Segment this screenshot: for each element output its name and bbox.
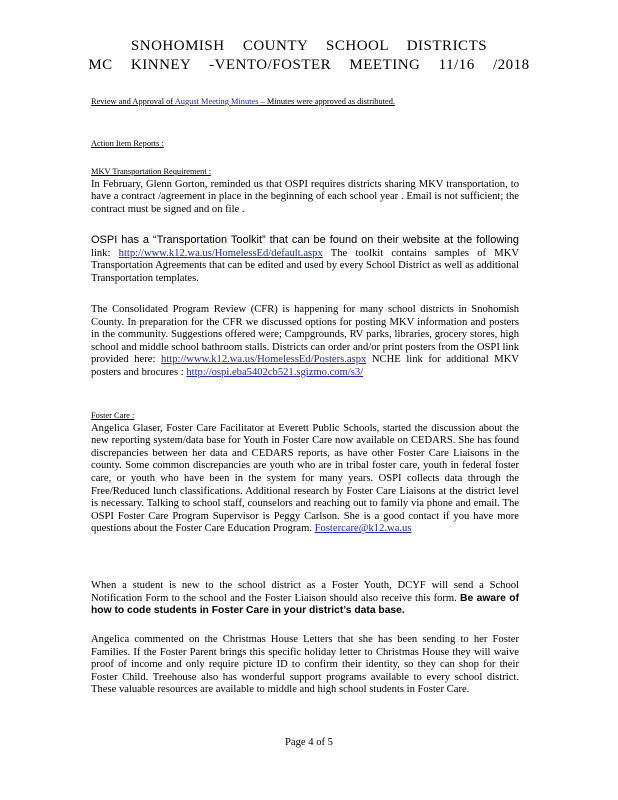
august-minutes-link[interactable]: August Meeting Minutes <box>174 97 259 106</box>
foster-section <box>91 410 519 536</box>
notification-text: When a student is new to the school district as a Foster Youth, DCYF will send a School Notification Form to the school and the Foster Liaison should also receive this form. <box>91 580 519 604</box>
fostercare-email-link[interactable]: Fostercare@k12.wa.us <box>314 523 412 535</box>
toolkit-rest: The toolkit contains samples of MKV Transportation Agreements that can be edited and used by every School District as well as additional Transportation templates. <box>91 247 520 284</box>
toolkit-link-label: link: <box>91 247 119 259</box>
mkv-text: In February, Glenn Gorton, reminded us that OSPI requires districts sharing MKV transportation, to have a contract /agreement in place in the beginning of each school year . Email is not sufficient; the contract must be signed and on file . <box>91 178 519 215</box>
review-approval <box>91 96 519 107</box>
posters-link[interactable]: http://www.k12.wa.us/HomelessEd/Posters.aspx <box>161 354 367 366</box>
notification-bold: Be aware of how to code students in Foster Care in your district’s data base. <box>91 592 519 617</box>
notification-section <box>91 580 519 618</box>
mkv-heading: MKV Transportation Requirement : <box>91 167 212 176</box>
foster-text: Angelica Glaser, Foster Care Facilitator at Everett Public Schools, started the discussion about the new reporting system/data base for Youth in Foster Care now available on CEDARS. She has found discrepancies between her data and CEDARS reports, as have other Foster Care Liaisons in the county. Some common discrepancies are youth who are in tribal foster care, youth in federal foster care, or youth who have been in the system for many years. OSPI collects data through the Free/Reduced lunch classifications. Additional research by Foster Care Liaisons at the district level is necessary. Talking to school staff, counselors and reaching out to family via phone and email. The OSPI Foster Care Program Supervisor is Peggy Carlson. She is a good contact if you have more questions about the Foster Care Education Program. <box>91 422 519 535</box>
sgizmo-link[interactable]: http://ospi.eba5402cb521.sgizmo.com/s3/ <box>186 366 364 378</box>
header-title-line2: MC KINNEY -VENTO/FOSTER MEETING 11/16 /2018 <box>88 57 530 73</box>
cfr-text: The Consolidated Program Review (CFR) is happening for many school districts in Snohomish County. In preparation for the CFR we discussed options for posting MKV information and posters in the community. Suggestions offered were; Campgrounds, RV parks, libraries, grocery stores, high school and middle school bathroom stalls. Districts can order and/or print posters from the OSPI link provided here: <box>91 304 519 366</box>
cfr-mid: NCHE link for additional MKV posters and brocures : <box>91 354 519 378</box>
review-prefix: Review and Approval of <box>91 97 175 106</box>
christmas-section: Angelica commented on the Christmas House Letters that she has been sending to her Foster Families. If the Foster Parent brings this specific holiday letter to Christmas House they will waive proof of income and only require picture ID to confirm their identity, so they can shop for their Foster Child. Treehouse also has wonderful support programs available to every school district. These valuable resources are available to middle and high school students in Foster Care. <box>91 634 519 696</box>
toolkit-url-link[interactable]: http://www.k12.wa.us/HomelessEd/default.aspx <box>118 247 323 259</box>
toolkit-lead: OSPI has a “Transportation Toolkit” that can be found on their website at the following <box>91 234 519 246</box>
cfr-section <box>91 304 519 380</box>
review-suffix: – Minutes were approved as distributed. <box>258 97 396 106</box>
page-number: Page 4 of 5 <box>285 737 333 748</box>
action-item-reports-heading: Action Item Reports : <box>91 139 164 148</box>
mkv-section <box>91 166 519 216</box>
toolkit-section <box>91 234 519 285</box>
header-title-line1: SNOHOMISH COUNTY SCHOOL DISTRICTS <box>130 38 488 54</box>
foster-heading: Foster Care : <box>91 411 135 420</box>
